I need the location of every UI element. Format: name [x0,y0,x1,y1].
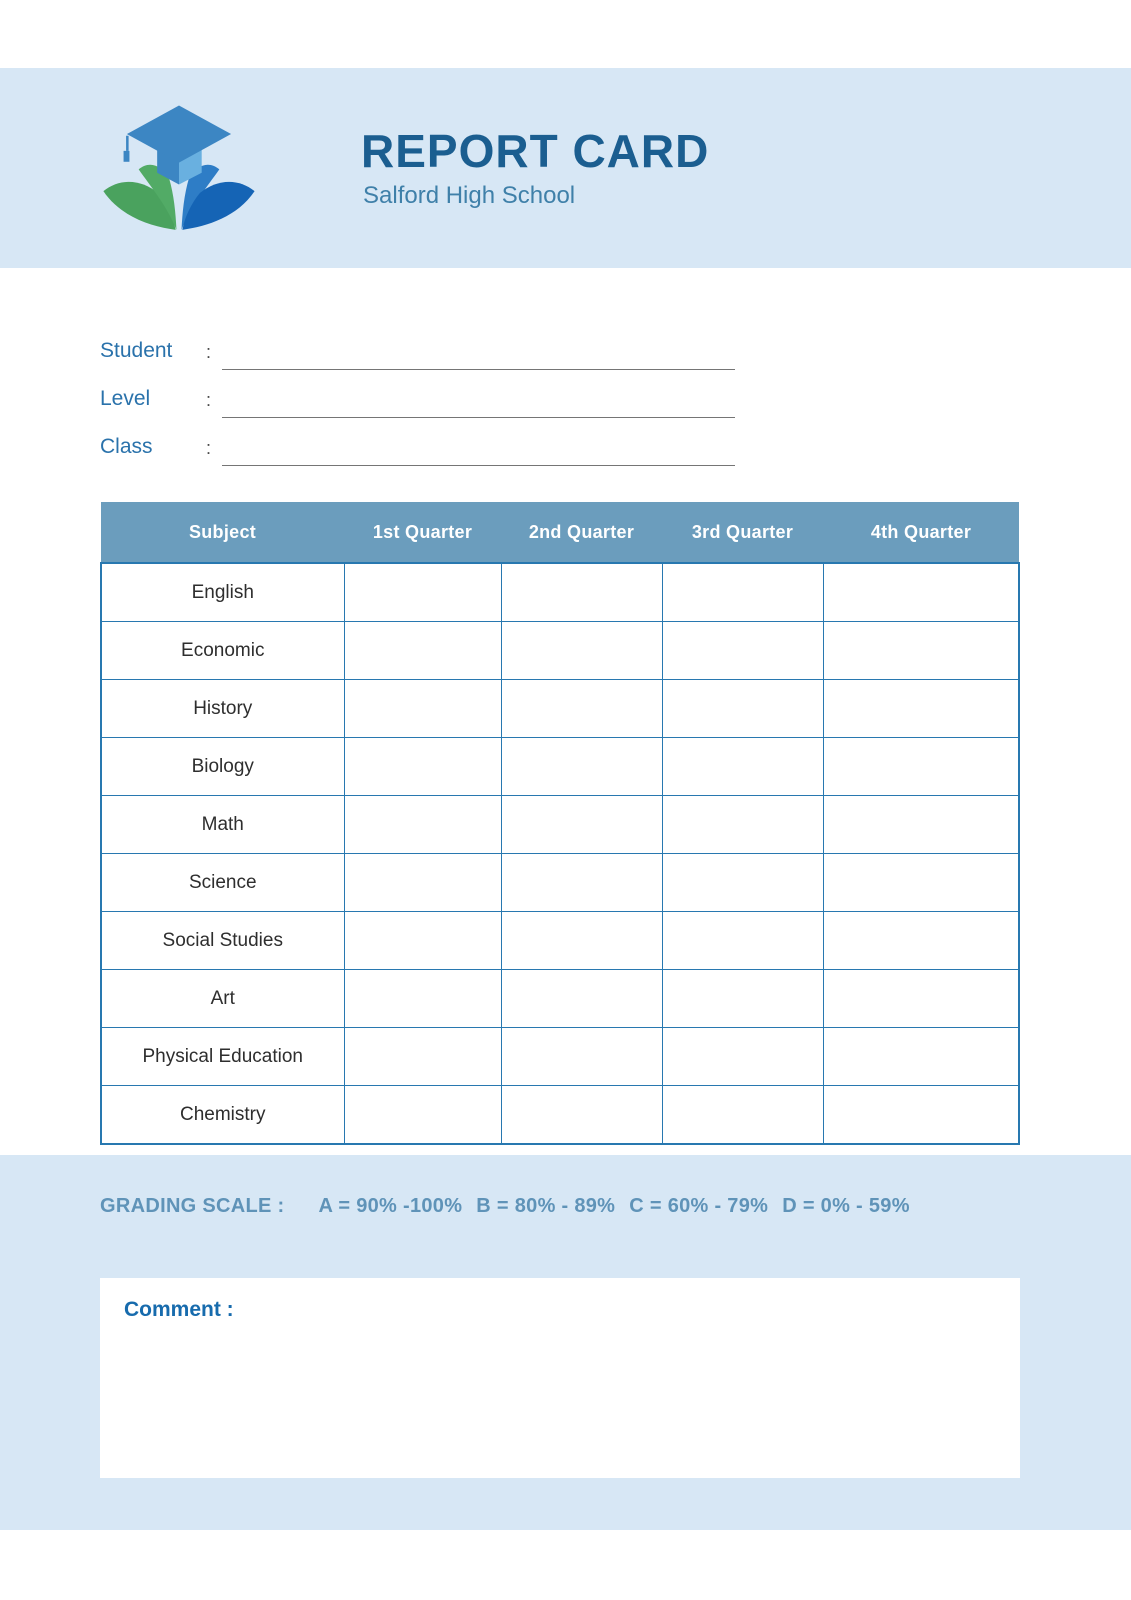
level-value-line[interactable] [222,417,735,418]
level-field-row [100,370,735,418]
level-field-label: Level [100,387,151,410]
student-field-row [100,322,735,370]
grade-cell-q1[interactable] [344,1028,501,1086]
subject-cell: Economic [101,622,344,680]
grade-cell-q2[interactable] [501,680,662,738]
grade-cell-q3[interactable] [662,622,823,680]
table-row [101,738,1019,796]
grade-cell-q4[interactable] [823,622,1019,680]
grade-cell-q3[interactable] [662,1028,823,1086]
column-header-2nd-quarter: 2nd Quarter [501,502,662,563]
column-header-3rd-quarter: 3rd Quarter [662,502,823,563]
student-field-colon: : [206,342,212,362]
table-row [101,912,1019,970]
table-row [101,970,1019,1028]
table-row [101,680,1019,738]
table-row [101,622,1019,680]
subject-cell: Chemistry [101,1086,344,1145]
subject-cell: English [101,563,344,622]
grade-cell-q1[interactable] [344,622,501,680]
comment-label: Comment : [124,1298,234,1321]
table-row [101,1086,1019,1145]
top-margin-strip [0,0,1131,68]
grading-scale-item-a: A = 90% -100% [318,1195,463,1217]
grading-scale-item-d: D = 0% - 59% [782,1195,910,1217]
grade-cell-q2[interactable] [501,1028,662,1086]
column-header-subject: Subject [101,502,344,563]
grade-cell-q1[interactable] [344,970,501,1028]
table-row [101,796,1019,854]
grade-cell-q2[interactable] [501,854,662,912]
grade-cell-q2[interactable] [501,912,662,970]
table-row [101,1028,1019,1086]
grade-cell-q1[interactable] [344,912,501,970]
grade-cell-q4[interactable] [823,1028,1019,1086]
grade-cell-q2[interactable] [501,738,662,796]
grade-cell-q4[interactable] [823,796,1019,854]
column-header-4th-quarter: 4th Quarter [823,502,1019,563]
page-title: REPORT CARD [361,124,710,177]
column-header-1st-quarter: 1st Quarter [344,502,501,563]
table-row [101,563,1019,622]
grade-cell-q1[interactable] [344,1086,501,1145]
subject-cell: Math [101,796,344,854]
grade-cell-q3[interactable] [662,680,823,738]
grade-cell-q4[interactable] [823,912,1019,970]
grade-cell-q2[interactable] [501,1086,662,1145]
grade-cell-q4[interactable] [823,680,1019,738]
grade-cell-q1[interactable] [344,738,501,796]
school-logo-icon [95,97,263,240]
subject-cell: Biology [101,738,344,796]
grade-cell-q1[interactable] [344,680,501,738]
grading-scale-line [100,1195,1131,1218]
grade-cell-q3[interactable] [662,1086,823,1145]
main-content [0,268,1131,1155]
grade-cell-q2[interactable] [501,563,662,622]
grade-cell-q2[interactable] [501,796,662,854]
grade-cell-q1[interactable] [344,796,501,854]
subject-cell: Science [101,854,344,912]
grade-cell-q4[interactable] [823,738,1019,796]
grades-table-body [101,563,1019,1144]
student-value-line[interactable] [222,369,735,370]
grade-cell-q1[interactable] [344,854,501,912]
logo-tassel-cord-icon [126,135,129,150]
grading-scale-item-c: C = 60% - 79% [629,1195,769,1217]
header-band [0,68,1131,268]
grade-cell-q4[interactable] [823,1086,1019,1145]
subject-cell: Art [101,970,344,1028]
grade-cell-q2[interactable] [501,622,662,680]
grade-cell-q3[interactable] [662,970,823,1028]
grade-cell-q3[interactable] [662,738,823,796]
subject-cell: Physical Education [101,1028,344,1086]
grade-cell-q3[interactable] [662,796,823,854]
grading-band [0,1155,1131,1530]
grading-scale-item-b: B = 80% - 89% [476,1195,616,1217]
grades-table [100,502,1020,1145]
table-row [101,854,1019,912]
header-row [101,502,1019,563]
school-name: Salford High School [363,182,576,210]
class-field-colon: : [206,438,212,458]
level-field-colon: : [206,390,212,410]
class-field-row [100,418,735,466]
header-title-block [361,126,709,211]
grade-cell-q3[interactable] [662,563,823,622]
grade-cell-q1[interactable] [344,563,501,622]
logo-tassel-knob-icon [124,150,130,161]
grade-cell-q4[interactable] [823,854,1019,912]
subject-cell: History [101,680,344,738]
grades-table-header [101,502,1019,563]
subject-cell: Social Studies [101,912,344,970]
class-field-label: Class [100,435,153,458]
grade-cell-q3[interactable] [662,854,823,912]
comment-box[interactable] [100,1278,1020,1478]
grade-cell-q4[interactable] [823,563,1019,622]
grading-scale-label: GRADING SCALE : [100,1195,285,1217]
class-value-line[interactable] [222,465,735,466]
student-field-label: Student [100,339,173,362]
grade-cell-q3[interactable] [662,912,823,970]
grade-cell-q2[interactable] [501,970,662,1028]
grade-cell-q4[interactable] [823,970,1019,1028]
logo-cap-top-icon [127,105,231,162]
